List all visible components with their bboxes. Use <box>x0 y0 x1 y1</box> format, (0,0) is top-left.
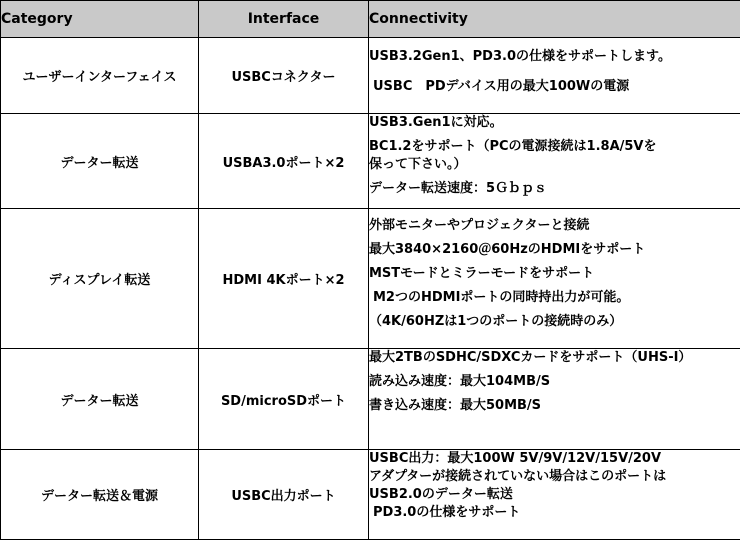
connectivity-line: USBC PDデバイス用の最大100Wの電源 <box>369 78 740 96</box>
connectivity-line: 読み込み速度：最大104MB/S <box>369 373 740 391</box>
connectivity-line: USB2.0のデーター転送 <box>369 486 740 504</box>
connectivity-line: （4K/60HZは1つのポートの接続時のみ） <box>369 313 740 331</box>
connectivity-line: アダプターが接続されていない場合はこのポートは <box>369 468 740 486</box>
connectivity-line: 最大2TBのSDHC/SDXCカードをサポート（UHS-I） <box>369 349 740 367</box>
row-category: データー転送＆電源 <box>1 450 199 540</box>
table-row <box>1 114 740 209</box>
row-category: データー転送 <box>1 349 199 450</box>
connectivity-line: BC1.2をサポート（PCの電源接続は1.8A/5Vを <box>369 138 740 156</box>
connectivity-line: 外部モニターやプロジェクターと接続 <box>369 217 740 235</box>
table-row <box>1 349 740 450</box>
table-row <box>1 38 740 114</box>
connectivity-line: M2つのHDMIポートの同時持出力が可能。 <box>369 289 740 307</box>
row-category: データー転送 <box>1 114 199 209</box>
row-interface: HDMI 4Kポート×2 <box>199 209 369 349</box>
row-connectivity <box>369 114 740 209</box>
connectivity-line: USB3.2Gen1、PD3.0の仕様をサポートします。 <box>369 48 740 66</box>
header-category: Category <box>1 1 199 38</box>
row-category: ユーザーインターフェイス <box>1 38 199 114</box>
row-interface: SD/microSDポート <box>199 349 369 450</box>
header-connectivity: Connectivity <box>369 1 740 38</box>
connectivity-line: USBC出力：最大100W 5V/9V/12V/15V/20V <box>369 450 740 468</box>
row-connectivity <box>369 450 740 540</box>
row-connectivity <box>369 38 740 114</box>
connectivity-line: 書き込み速度：最大50MB/S <box>369 397 740 415</box>
row-interface: USBA3.0ポート×2 <box>199 114 369 209</box>
connectivity-line: PD3.0の仕様をサポート <box>369 504 740 522</box>
table-row <box>1 450 740 540</box>
table-row <box>1 209 740 349</box>
connectivity-line: 保って下さい。） <box>369 156 740 174</box>
connectivity-line: データー転送速度：5Ｇｂｐｓ <box>369 180 740 198</box>
row-connectivity <box>369 209 740 349</box>
row-interface: USBCコネクター <box>199 38 369 114</box>
connectivity-line: 最大3840×2160＠60HzのHDMIをサポート <box>369 241 740 259</box>
table-header-row <box>1 1 740 38</box>
connectivity-line: MSTモードとミラーモードをサポート <box>369 265 740 283</box>
row-interface: USBC出力ポート <box>199 450 369 540</box>
row-category: ディスプレイ転送 <box>1 209 199 349</box>
row-connectivity <box>369 349 740 450</box>
header-interface: Interface <box>199 1 369 38</box>
connectivity-line: USB3.Gen1に対応。 <box>369 114 740 132</box>
